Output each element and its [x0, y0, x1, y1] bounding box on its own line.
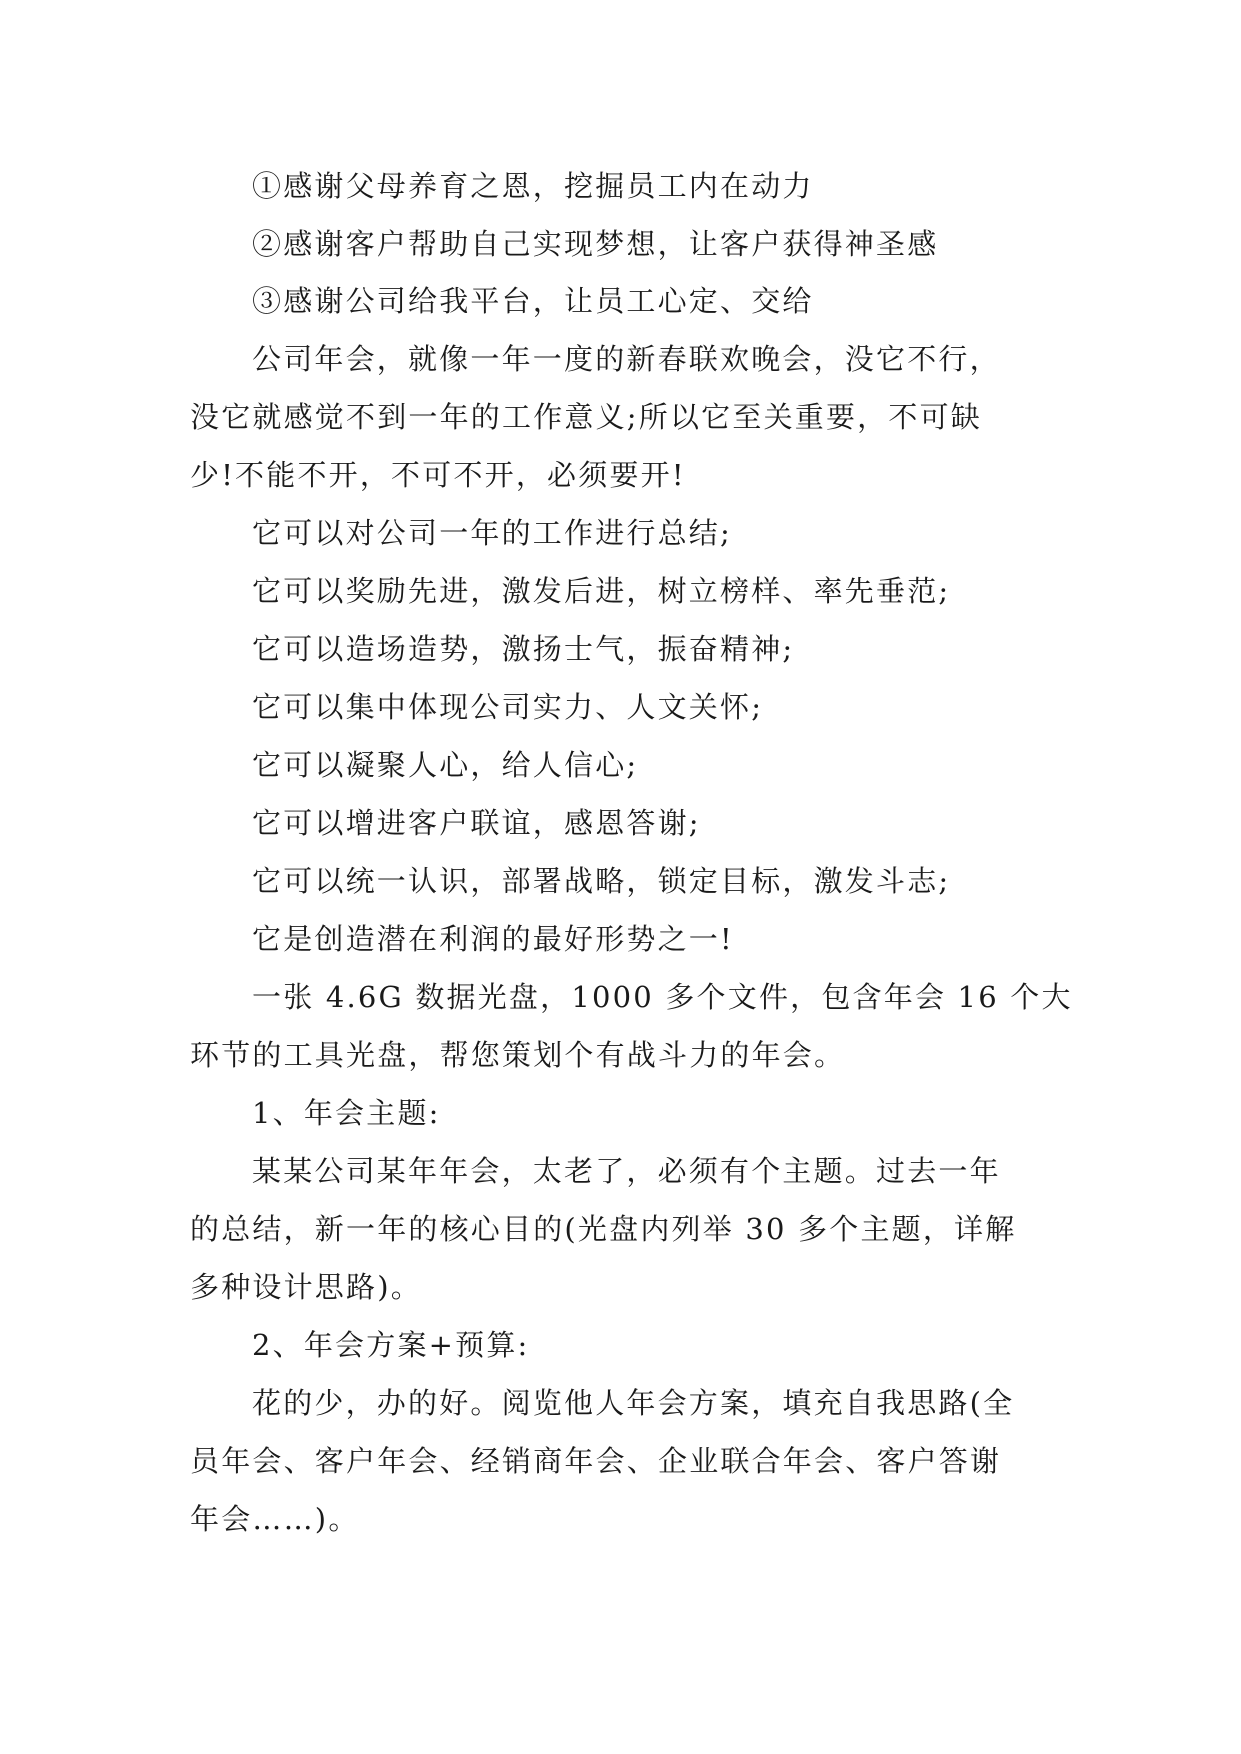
text-line: 它是创造潜在利润的最好形势之一!: [252, 922, 734, 956]
text-line: 环节的工具光盘，帮您策划个有战斗力的年会。: [190, 1038, 846, 1072]
text-line: 员年会、客户年会、经销商年会、企业联合年会、客户答谢: [190, 1444, 1002, 1478]
paragraph-first-line: 一张 4.6G 数据光盘，1000 多个文件，包含年会 16 个大: [252, 980, 1073, 1014]
paragraph-first-line: 花的少，办的好。阅览他人年会方案，填充自我思路(全: [252, 1386, 1015, 1420]
paragraph-first-line: 公司年会，就像一年一度的新春联欢晚会，没它不行，: [252, 342, 1001, 376]
section-heading: 2、年会方案+预算:: [252, 1328, 530, 1362]
text-line: 年会……)。: [190, 1502, 360, 1536]
text-line: 它可以对公司一年的工作进行总结;: [252, 516, 732, 550]
text-line: 它可以增进客户联谊，感恩答谢;: [252, 806, 701, 840]
text-line: 多种设计思路)。: [190, 1270, 422, 1304]
section-heading: 1、年会主题:: [252, 1096, 441, 1130]
text-line: 的总结，新一年的核心目的(光盘内列举 30 多个主题，详解: [190, 1212, 1017, 1246]
text-line: 它可以集中体现公司实力、人文关怀;: [252, 690, 764, 724]
paragraph-first-line: 某某公司某年年会，太老了，必须有个主题。过去一年: [252, 1154, 1001, 1188]
text-line: ②感谢客户帮助自己实现梦想，让客户获得神圣感: [252, 227, 939, 261]
text-line: 它可以统一认识，部署战略，锁定目标，激发斗志;: [252, 864, 951, 898]
text-line: ③感谢公司给我平台，让员工心定、交给: [252, 284, 814, 318]
text-line: 没它就感觉不到一年的工作意义;所以它至关重要，不可缺: [190, 400, 982, 434]
text-line: 它可以奖励先进，激发后进，树立榜样、率先垂范;: [252, 574, 951, 608]
text-line: 它可以凝聚人心，给人信心;: [252, 748, 639, 782]
text-line: 少!不能不开，不可不开，必须要开!: [190, 458, 686, 492]
text-line: 它可以造场造势，激扬士气，振奋精神;: [252, 632, 795, 666]
text-line: ①感谢父母养育之恩，挖掘员工内在动力: [252, 169, 814, 203]
